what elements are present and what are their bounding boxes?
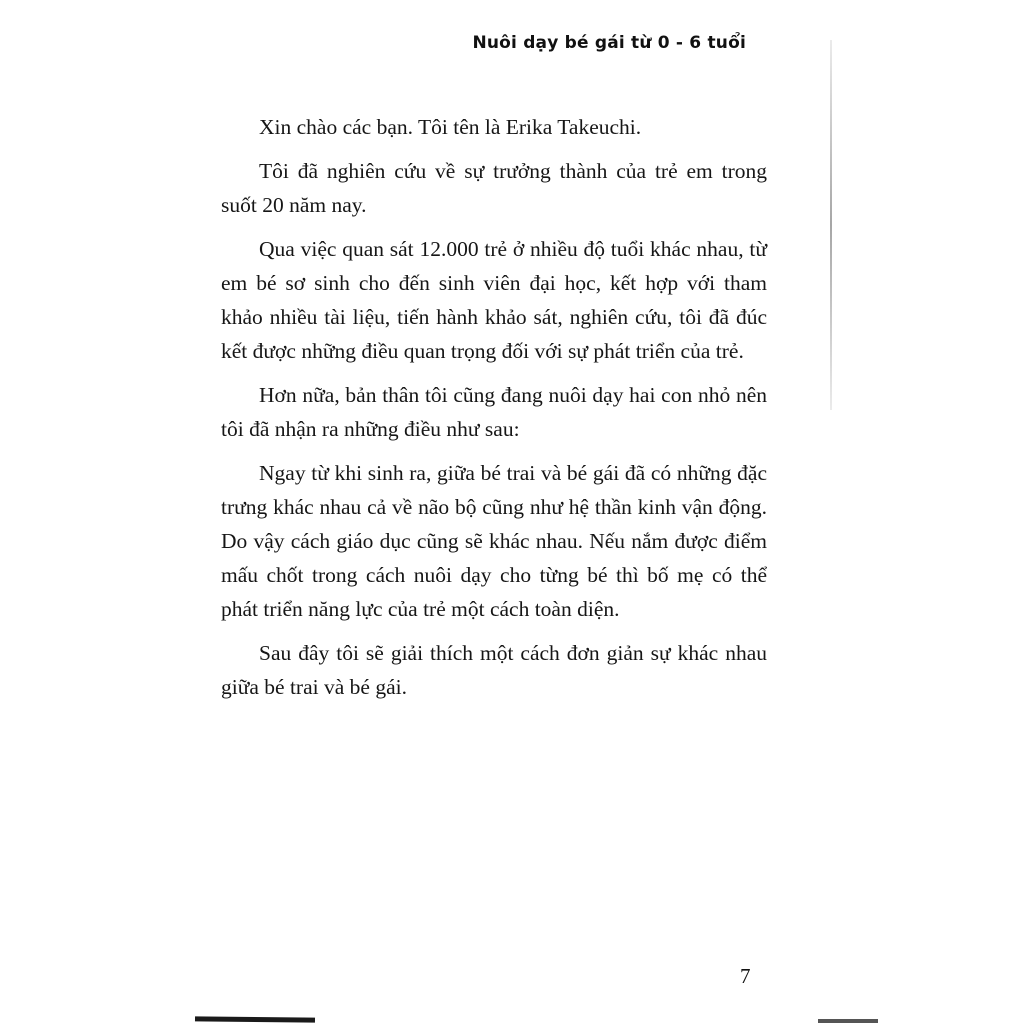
paragraph-2: Tôi đã nghiên cứu về sự trưởng thành của trẻ em trong suốt 20 năm nay. (221, 159, 767, 217)
page-edge-shadow (830, 40, 832, 410)
running-header: Nuôi dạy bé gái từ 0 - 6 tuổi (472, 33, 746, 53)
scan-edge-bar (195, 1016, 315, 1022)
paragraph-1: Xin chào các bạn. Tôi tên là Erika Takeuchi. (259, 115, 642, 139)
paragraph-6: Sau đây tôi sẽ giải thích một cách đơn giản sự khác nhau giữa bé trai và bé gái. (221, 641, 767, 699)
paragraph-3: Qua việc quan sát 12.000 trẻ ở nhiều độ tuổi khác nhau, từ em bé sơ sinh cho đến sinh viên đại học, kết hợp với tham khảo nhiều tài liệu, tiến hành khảo sát, nghiên cứu, tôi đã đúc kết được những điều quan trọng đối với sự phát triển của trẻ. (221, 237, 767, 363)
body-text (221, 110, 767, 714)
page-number: 7 (740, 964, 751, 988)
paragraph-4: Hơn nữa, bản thân tôi cũng đang nuôi dạy hai con nhỏ nên tôi đã nhận ra những điều như sau: (221, 383, 767, 441)
scan-edge-bar-right (818, 1019, 878, 1023)
paragraph-5: Ngay từ khi sinh ra, giữa bé trai và bé gái đã có những đặc trưng khác nhau cả về não bộ cũng như hệ thần kinh vận động. Do vậy cách giáo dục cũng sẽ khác nhau. Nếu nắm được điểm mấu chốt trong cách nuôi dạy cho từng bé thì bố mẹ có thể phát triển năng lực của trẻ một cách toàn diện. (221, 461, 767, 621)
